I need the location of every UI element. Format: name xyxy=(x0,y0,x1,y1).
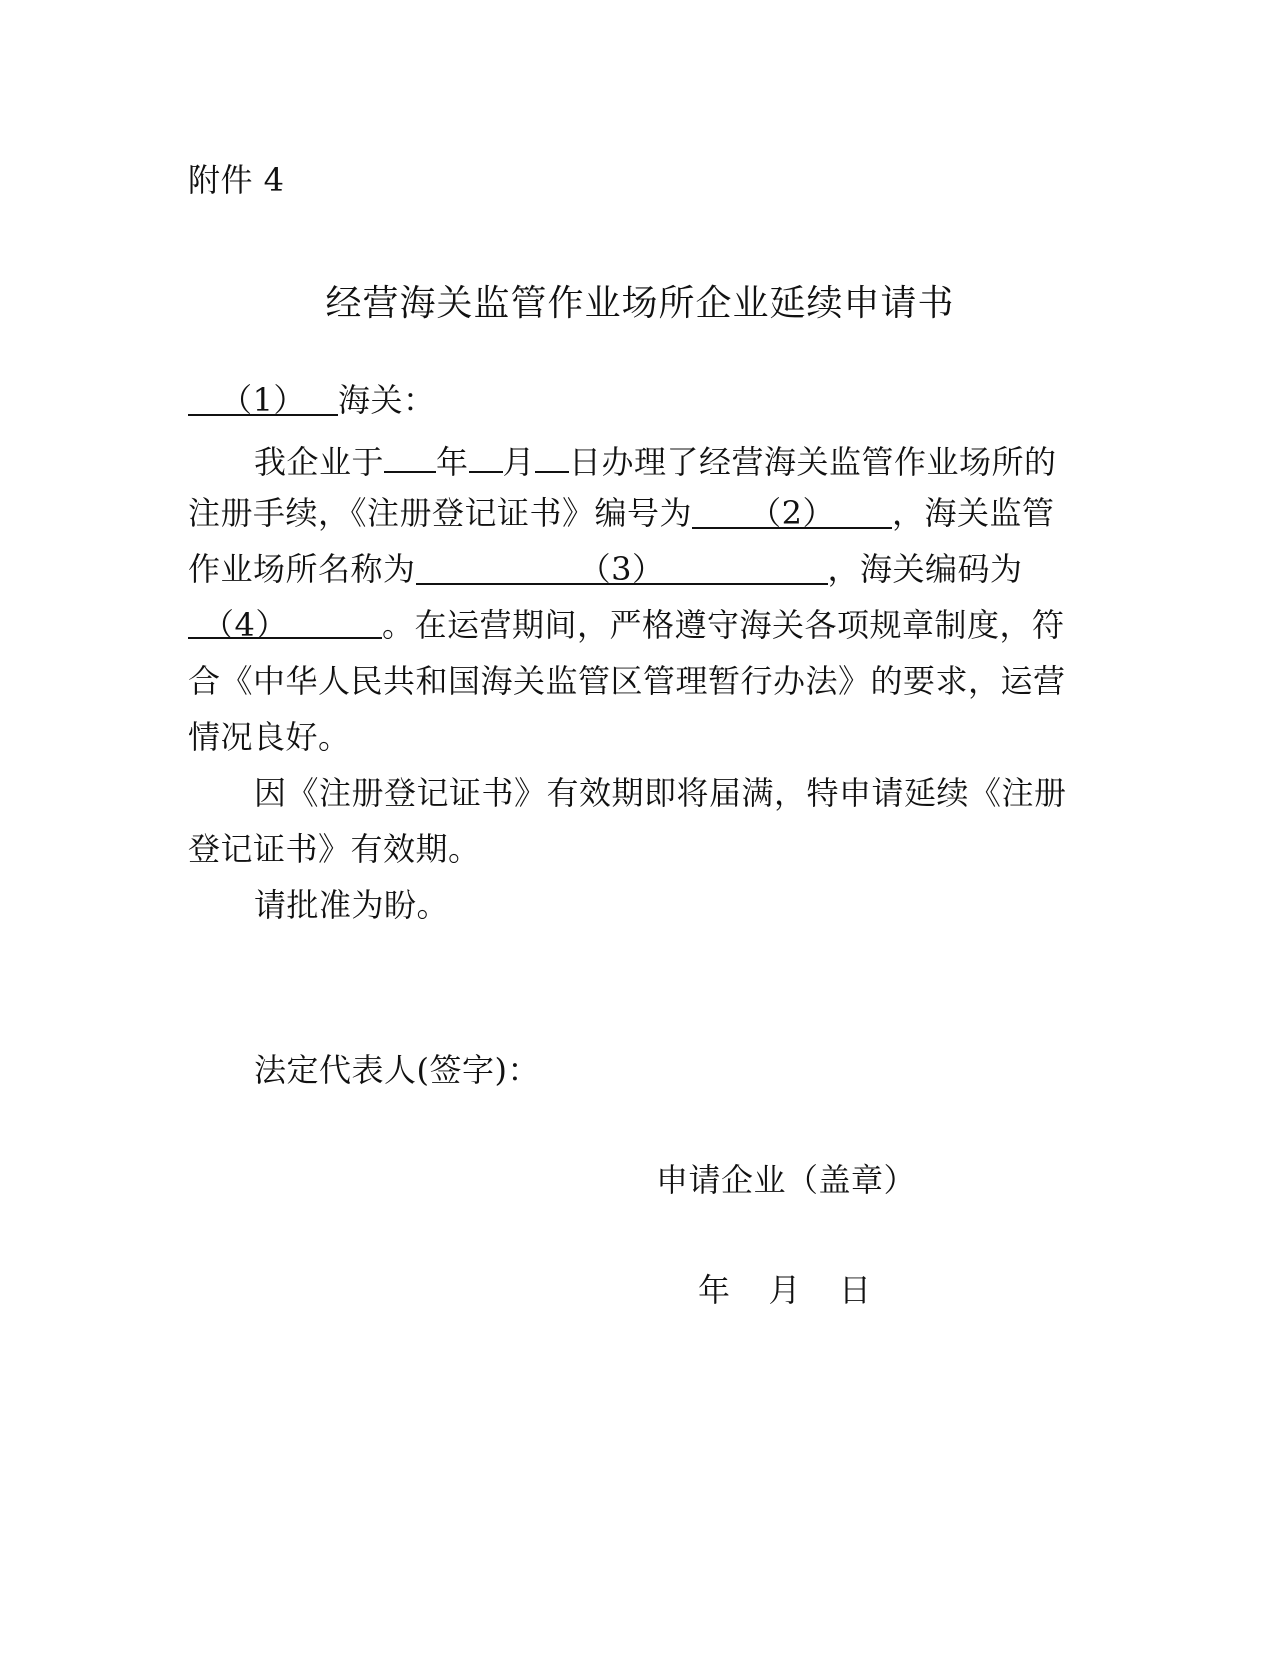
date-month: 月 xyxy=(768,1271,802,1309)
para2-line2: 登记证书》有效期。 xyxy=(188,830,481,868)
blank-year[interactable] xyxy=(384,437,436,473)
blank-3[interactable]: （3） xyxy=(416,549,828,585)
month-label: 月 xyxy=(502,443,536,481)
para1-line6: 情况良好。 xyxy=(188,718,351,756)
addressee-suffix: 海关： xyxy=(338,381,436,419)
para1-line4 xyxy=(188,605,1088,645)
para1-text: 注册手续，《注册登记证书》编号为 xyxy=(188,494,693,532)
para1-text: ，海关监管 xyxy=(892,494,1055,532)
para1-line2 xyxy=(188,493,1088,533)
para1-text: ，海关编码为 xyxy=(827,550,1023,588)
para1-line5: 合《中华人民共和国海关监管区管理暂行办法》的要求，运营 xyxy=(188,662,1066,700)
para1-text: 。在运营期间，严格遵守海关各项规章制度，符 xyxy=(382,606,1065,644)
signature-label: 法定代表人(签字)： xyxy=(254,1051,540,1089)
blank-day[interactable] xyxy=(535,437,569,473)
date-year: 年 xyxy=(698,1271,731,1309)
company-seal-label: 申请企业（盖章） xyxy=(656,1161,917,1199)
para1-line1 xyxy=(254,437,1154,482)
para2-line1: 因《注册登记证书》有效期即将届满，特申请延续《注册 xyxy=(254,774,1067,812)
blank-4[interactable]: （4） xyxy=(188,605,382,639)
addressee-line xyxy=(188,380,1088,420)
para1-text: 我企业于 xyxy=(254,443,385,481)
para1-line3 xyxy=(188,549,1088,589)
document-title: 经营海关监管作业场所企业延续申请书 xyxy=(325,283,955,324)
para3: 请批准为盼。 xyxy=(254,886,450,924)
year-label: 年 xyxy=(436,443,469,481)
blank-2[interactable]: （2） xyxy=(692,493,892,529)
blank-1[interactable]: （1） xyxy=(188,380,338,416)
date-line xyxy=(698,1270,998,1310)
para1-text: 日办理了经营海关监管作业场所的 xyxy=(569,443,1057,481)
attachment-label: 附件 4 xyxy=(188,161,285,199)
para1-text: 作业场所名称为 xyxy=(188,550,416,588)
blank-month[interactable] xyxy=(469,437,503,473)
date-day: 日 xyxy=(839,1271,872,1309)
